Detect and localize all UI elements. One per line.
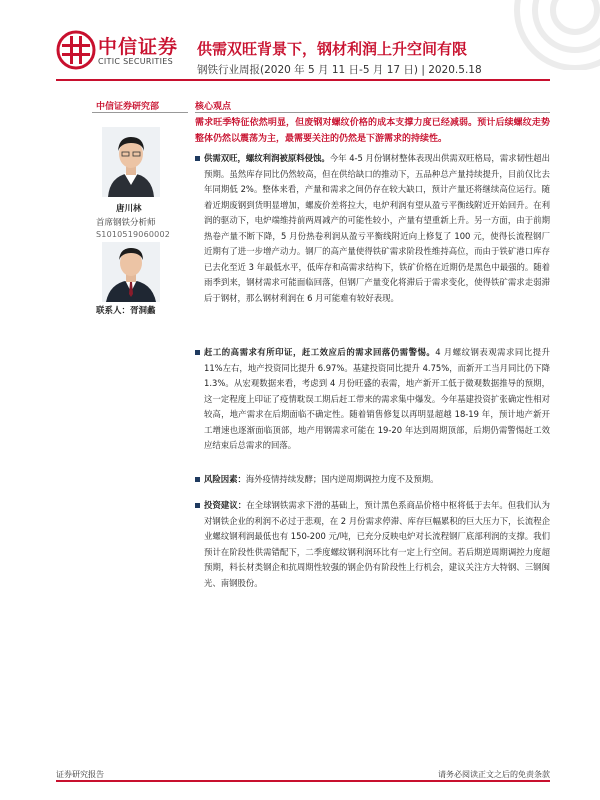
paragraph-body: 今年 4-5 月份钢材整体表现出供需双旺格局，需求韧性超出预期。虽然库存同比仍然较高，但在供给缺口的推动下，五品种总产量持续提升，目前仅比去年同期低 2%。整体来看，产量和需求之间仍存在较大缺口，预计产量还将继续高位运行。随着近期废钢到货明显增加，螺废价差将拉大，电炉利润有望从盈亏平衡线附近开始回升。在利润的驱动下，电炉端维持前两周减产的可能性较小，产量有望重新上升。另一方面，由于前期热卷产量不断下降，5 月份热卷利润从盈亏平衡线附近向上修复了 100 元，使得长流程钢厂近期有了进一步增产动力。钢厂的高产量使得铁矿需求阶段性维持高位，而由于铁矿港口库存已去化至近 3 年最低水平，低库存和高需求结构下，铁矿价格在近期仍是黑色中最强的。随着雨季到来，钢材需求可能面临回落，但钢厂产量变化将滞后于需求变化，使得铁矿需求走弱滞后于钢材，那么钢材利润在 6 月可能难有较好表现。 — [204, 153, 550, 303]
report-title: 供需双旺背景下，钢材利润上升空间有限 — [197, 40, 468, 58]
report-subtitle: 钢铁行业周报(2020 年 5 月 11 日-5 月 17 日) | 2020.5.18 — [197, 64, 482, 76]
bullet-square-icon — [195, 350, 200, 355]
paragraph-lead: 供需双旺，螺纹利润被原料侵蚀。 — [204, 153, 330, 163]
analyst-avatar — [102, 127, 160, 197]
research-dept-heading: 中信证券研究部 — [96, 102, 160, 112]
brand-name-en: CITIC SECURITIES — [98, 57, 173, 66]
footer-divider — [56, 780, 550, 782]
paragraph-lead: 风险因素： — [204, 474, 246, 484]
paragraph-body: 4 月螺纹钢表观需求同比提升 11%左右，地产投资同比提升 6.97%。基建投资同比提升 4.75%，而新开工当月同比仍下降 1.3%。从宏观数据来看，考虑到 4 月份旺盛的表需，地产新开工低于微观数据推导的预期，这一定程度上印证了疫情耽误工期后赶工带来的需求集中爆发。今年基建投资扩张确定性相对较高，地产需求在后期面临不确定性。随着销售修复以再明显超越 18-19 年，预计地产新开工增速也逐渐面临顶部，地产用钢需求可能在 19-20 年达到周期顶部，后期仍需警惕赶工效应结束后总需求的回落。 — [204, 347, 550, 450]
bullet-square-icon — [195, 503, 200, 508]
paragraph-lead: 赶工的高需求有所印证，赶工效应后的需求回落仍需警惕。 — [204, 347, 436, 357]
bullet-square-icon — [195, 477, 200, 482]
paragraph-demand-rush — [195, 345, 550, 454]
citic-logo-icon — [56, 30, 96, 70]
paragraph-body: 在全球钢铁需求下滑的基础上，预计黑色系商品价格中枢将低于去年。但我们认为对钢铁企业的利润不必过于悲观，在 2 月份需求停滞、库存巨幅累积的巨大压力下，长流程企业螺纹钢利润最低也有 150-200 元/吨，已充分反映电炉对长流程钢厂底部利润的支撑。我们预计在阶段性供需错配下，二季度螺纹钢利润环比有一定上行空间。若后期逆周期调控力度超预期，料长材类钢企和抗周期性较强的钢企仍有阶段性上行机会，建议关注方大特钢、三钢闽光、南钢股份。 — [204, 500, 550, 588]
watermark-pattern — [490, 0, 600, 70]
footer-disclaimer: 请务必阅读正文之后的免责条款 — [438, 770, 550, 779]
contact-avatar — [102, 242, 160, 302]
paragraph-body: 海外疫情持续发酵；国内逆周期调控力度不及预期。 — [245, 474, 439, 484]
paragraph-supply-demand — [195, 151, 550, 306]
section-divider — [195, 112, 550, 113]
contact-person: 联系人：胥洞蠡 — [96, 306, 156, 316]
summary-text: 需求旺季特征依然明显，但废钢对螺纹价格的成本支撑力度已经减弱。预计后续螺纹走势整体仍然以震荡为主，最需要关注的仍然是下游需求的持续性。 — [195, 118, 550, 144]
analyst-name: 唐川林 — [116, 204, 142, 214]
bullet-square-icon — [195, 156, 200, 161]
brand-logo — [56, 30, 192, 76]
header-divider — [56, 79, 550, 81]
analyst-title: 首席钢铁分析师 — [96, 218, 156, 228]
paragraph-lead: 投资建议： — [204, 500, 247, 510]
brand-name-cn: 中信证券 — [98, 36, 179, 58]
footer-report-type: 证券研究报告 — [56, 770, 104, 779]
paragraph-risk-factors — [195, 472, 550, 488]
analyst-license-id: S1010519060002 — [96, 230, 171, 239]
left-divider — [92, 112, 188, 113]
core-view-heading: 核心观点 — [195, 102, 232, 112]
paragraph-investment-advice — [195, 498, 550, 591]
